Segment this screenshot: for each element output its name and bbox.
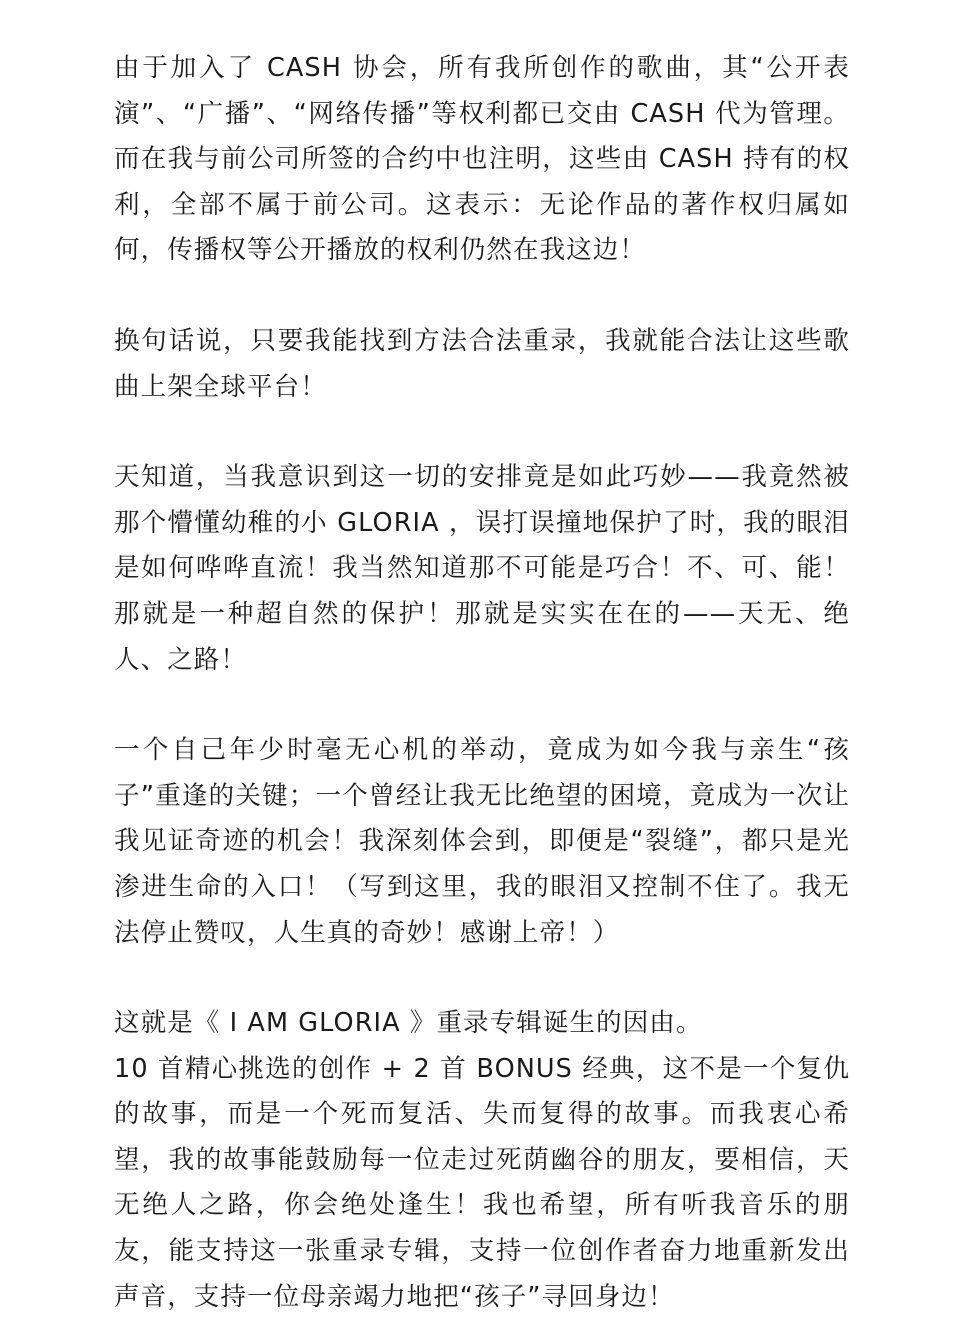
paragraph-rerecord: 换句话说，只要我能找到方法合法重录，我就能合法让这些歌曲上架全球平台！: [114, 325, 850, 402]
paragraph-album-description: 10 首精心挑选的创作 + 2 首 BONUS 经典，这不是一个复仇的故事，而是一个死而复活、失而复得的故事。而我衷心希望，我的故事能鼓励每一位走过死荫幽谷的朋友，要相信，天无绝人之路，你会绝处逢生！我也希望，所有听我音乐的朋友，能支持这一张重录专辑，支持一位创作者奋力地重新发出声音，支持一位母亲竭力地把“孩子”寻回身边！: [114, 1053, 850, 1312]
paragraph-album-origin: 这就是《 I AM GLORIA 》重录专辑诞生的因由。: [114, 1008, 703, 1039]
paragraph-reflection: 一个自己年少时毫无心机的举动，竟成为如今我与亲生“孩子”重逢的关键；一个曾经让我无比绝望的困境，竟成为一次让我见证奇迹的机会！我深刻体会到，即便是“裂缝”，都只是光渗进生命的入口！（写到这里，我的眼泪又控制不住了。我无法停止赞叹，人生真的奇妙！感谢上帝！）: [114, 735, 850, 948]
paragraph-spacer: [114, 274, 850, 319]
paragraph-spacer: [114, 410, 850, 455]
paragraph-spacer: [114, 956, 850, 1001]
paragraph-realization: 天知道，当我意识到这一切的安排竟是如此巧妙——我竟然被那个懵懂幼稚的小 GLORIA ，误打误撞地保护了时，我的眼泪是如何哗哗直流！我当然知道那不可能是巧合！不、可、能！那就是一种超自然的保护！那就是实实在在的——天无、绝人、之路！: [114, 462, 850, 675]
paragraph-spacer: [114, 683, 850, 728]
paragraph-cash-rights: 由于加入了 CASH 协会，所有我所创作的歌曲，其“公开表演”、“广播”、“网络传播”等权利都已交由 CASH 代为管理。而在我与前公司所签的合约中也注明，这些由 CASH 持有的权利，全部不属于前公司。这表示：无论作品的著作权归属如何，传播权等公开播放的权利仍然在我这边！: [114, 53, 850, 266]
